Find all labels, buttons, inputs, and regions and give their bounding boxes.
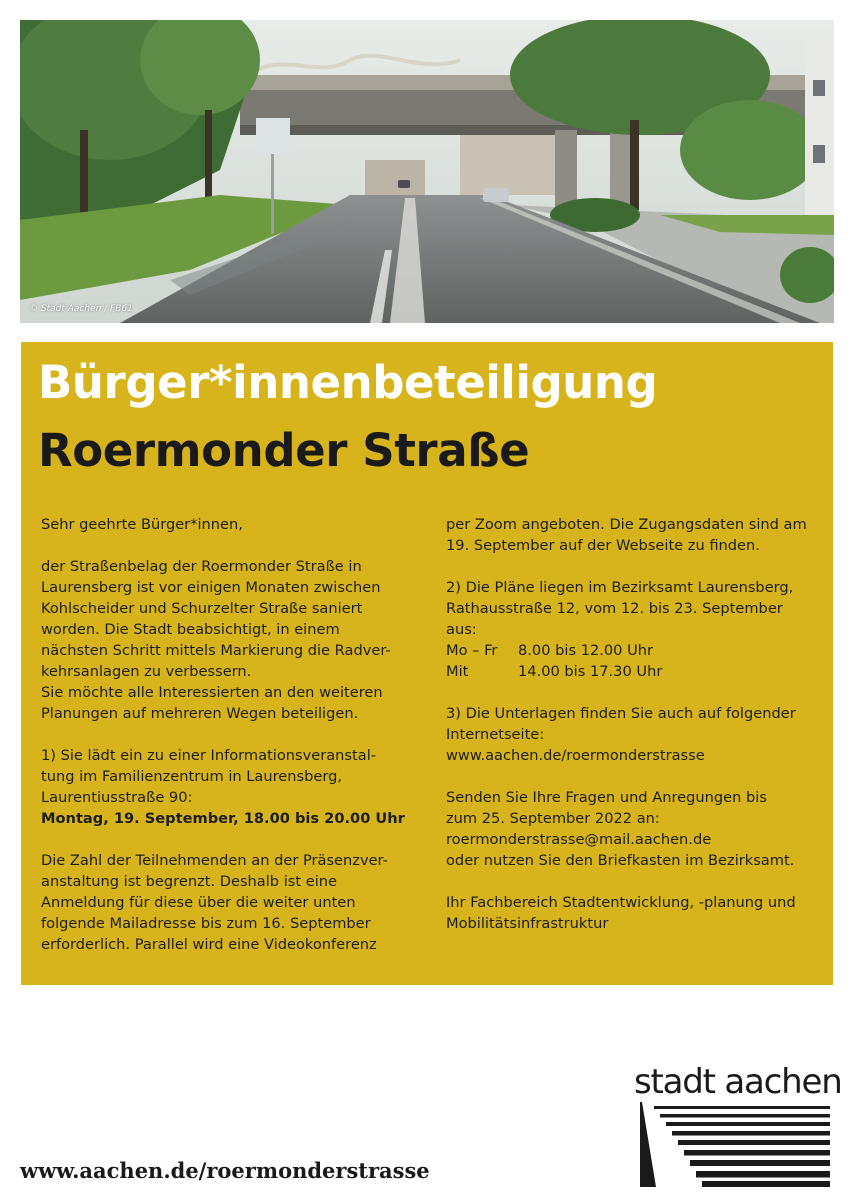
stadt-aachen-logo: [632, 1062, 842, 1187]
hours-time: 8.00 bis 12.00 Uhr: [518, 642, 654, 659]
text-line: anstaltung ist begrenzt. Deshalb ist eine: [41, 873, 337, 890]
header-photo: [20, 20, 834, 323]
text-line: Sie möchte alle Interessierten an den weiteren: [41, 684, 383, 701]
text-line: erforderlich. Parallel wird eine Videokonferenz: [41, 936, 377, 953]
text-line: Sehr geehrte Bürger*innen,: [41, 516, 243, 533]
text-line: Die Zahl der Teilnehmenden an der Präsenzver-: [41, 852, 388, 869]
event-date: Montag, 19. September, 18.00 bis 20.00 Uhr: [41, 810, 405, 827]
text-line: 2) Die Pläne liegen im Bezirksamt Laurensberg,: [446, 579, 794, 596]
text-line: worden. Die Stadt beabsichtigt, in einem: [41, 621, 340, 638]
logo-stripes-graphic: [632, 1102, 832, 1187]
text-line: aus:: [446, 621, 477, 638]
hours-days: Mo – Fr: [446, 642, 498, 659]
text-line: 3) Die Unterlagen finden Sie auch auf folgender: [446, 705, 796, 722]
headline-street: Roermonder Straße: [38, 424, 530, 477]
text-line: Planungen auf mehreren Wegen beteiligen.: [41, 705, 359, 722]
text-line: Laurentiusstraße 90:: [41, 789, 193, 806]
text-line: 1) Sie lädt ein zu einer Informationsveranstal-: [41, 747, 377, 764]
opening-hours-row: [446, 661, 821, 682]
text-line: Kohlscheider und Schurzelter Straße saniert: [41, 600, 363, 617]
text-line: der Straßenbelag der Roermonder Straße in: [41, 558, 362, 575]
text-line: 19. September auf der Webseite zu finden.: [446, 537, 760, 554]
text-line: oder nutzen Sie den Briefkasten im Bezirksamt.: [446, 852, 795, 869]
hours-time: 14.00 bis 17.30 Uhr: [518, 663, 663, 680]
right-text-column: [446, 514, 821, 934]
text-line: nächsten Schritt mittels Markierung die Radver-: [41, 642, 391, 659]
text-line: Internetseite:: [446, 726, 545, 743]
text-line: Mobilitätsinfrastruktur: [446, 915, 609, 932]
headline-participation: Bürger*innenbeteiligung: [38, 356, 658, 409]
photo-credit: © Stadt Aachen / FB61: [29, 304, 133, 314]
text-line: Anmeldung für diese über die weiter unten: [41, 894, 356, 911]
website-link[interactable]: www.aachen.de/roermonderstrasse: [446, 747, 705, 764]
info-panel: [21, 342, 833, 985]
opening-hours-row: [446, 640, 821, 661]
email-link[interactable]: roermonderstrasse@mail.aachen.de: [446, 831, 712, 848]
text-line: tung im Familienzentrum in Laurensberg,: [41, 768, 343, 785]
footer-url-link[interactable]: www.aachen.de/roermonderstrasse: [20, 1158, 430, 1183]
text-line: folgende Mailadresse bis zum 16. September: [41, 915, 371, 932]
text-line: Laurensberg ist vor einigen Monaten zwischen: [41, 579, 381, 596]
text-line: Senden Sie Ihre Fragen und Anregungen bis: [446, 789, 767, 806]
text-line: Rathausstraße 12, vom 12. bis 23. September: [446, 600, 783, 617]
left-text-column: [41, 514, 426, 955]
hours-days: Mit: [446, 663, 469, 680]
text-line: Ihr Fachbereich Stadtentwicklung, -planung und: [446, 894, 796, 911]
text-line: zum 25. September 2022 an:: [446, 810, 660, 827]
street-photo-illustration: [20, 20, 834, 323]
text-line: per Zoom angeboten. Die Zugangsdaten sind am: [446, 516, 807, 533]
text-line: kehrsanlagen zu verbessern.: [41, 663, 252, 680]
logo-text: stadt aachen: [634, 1062, 842, 1102]
